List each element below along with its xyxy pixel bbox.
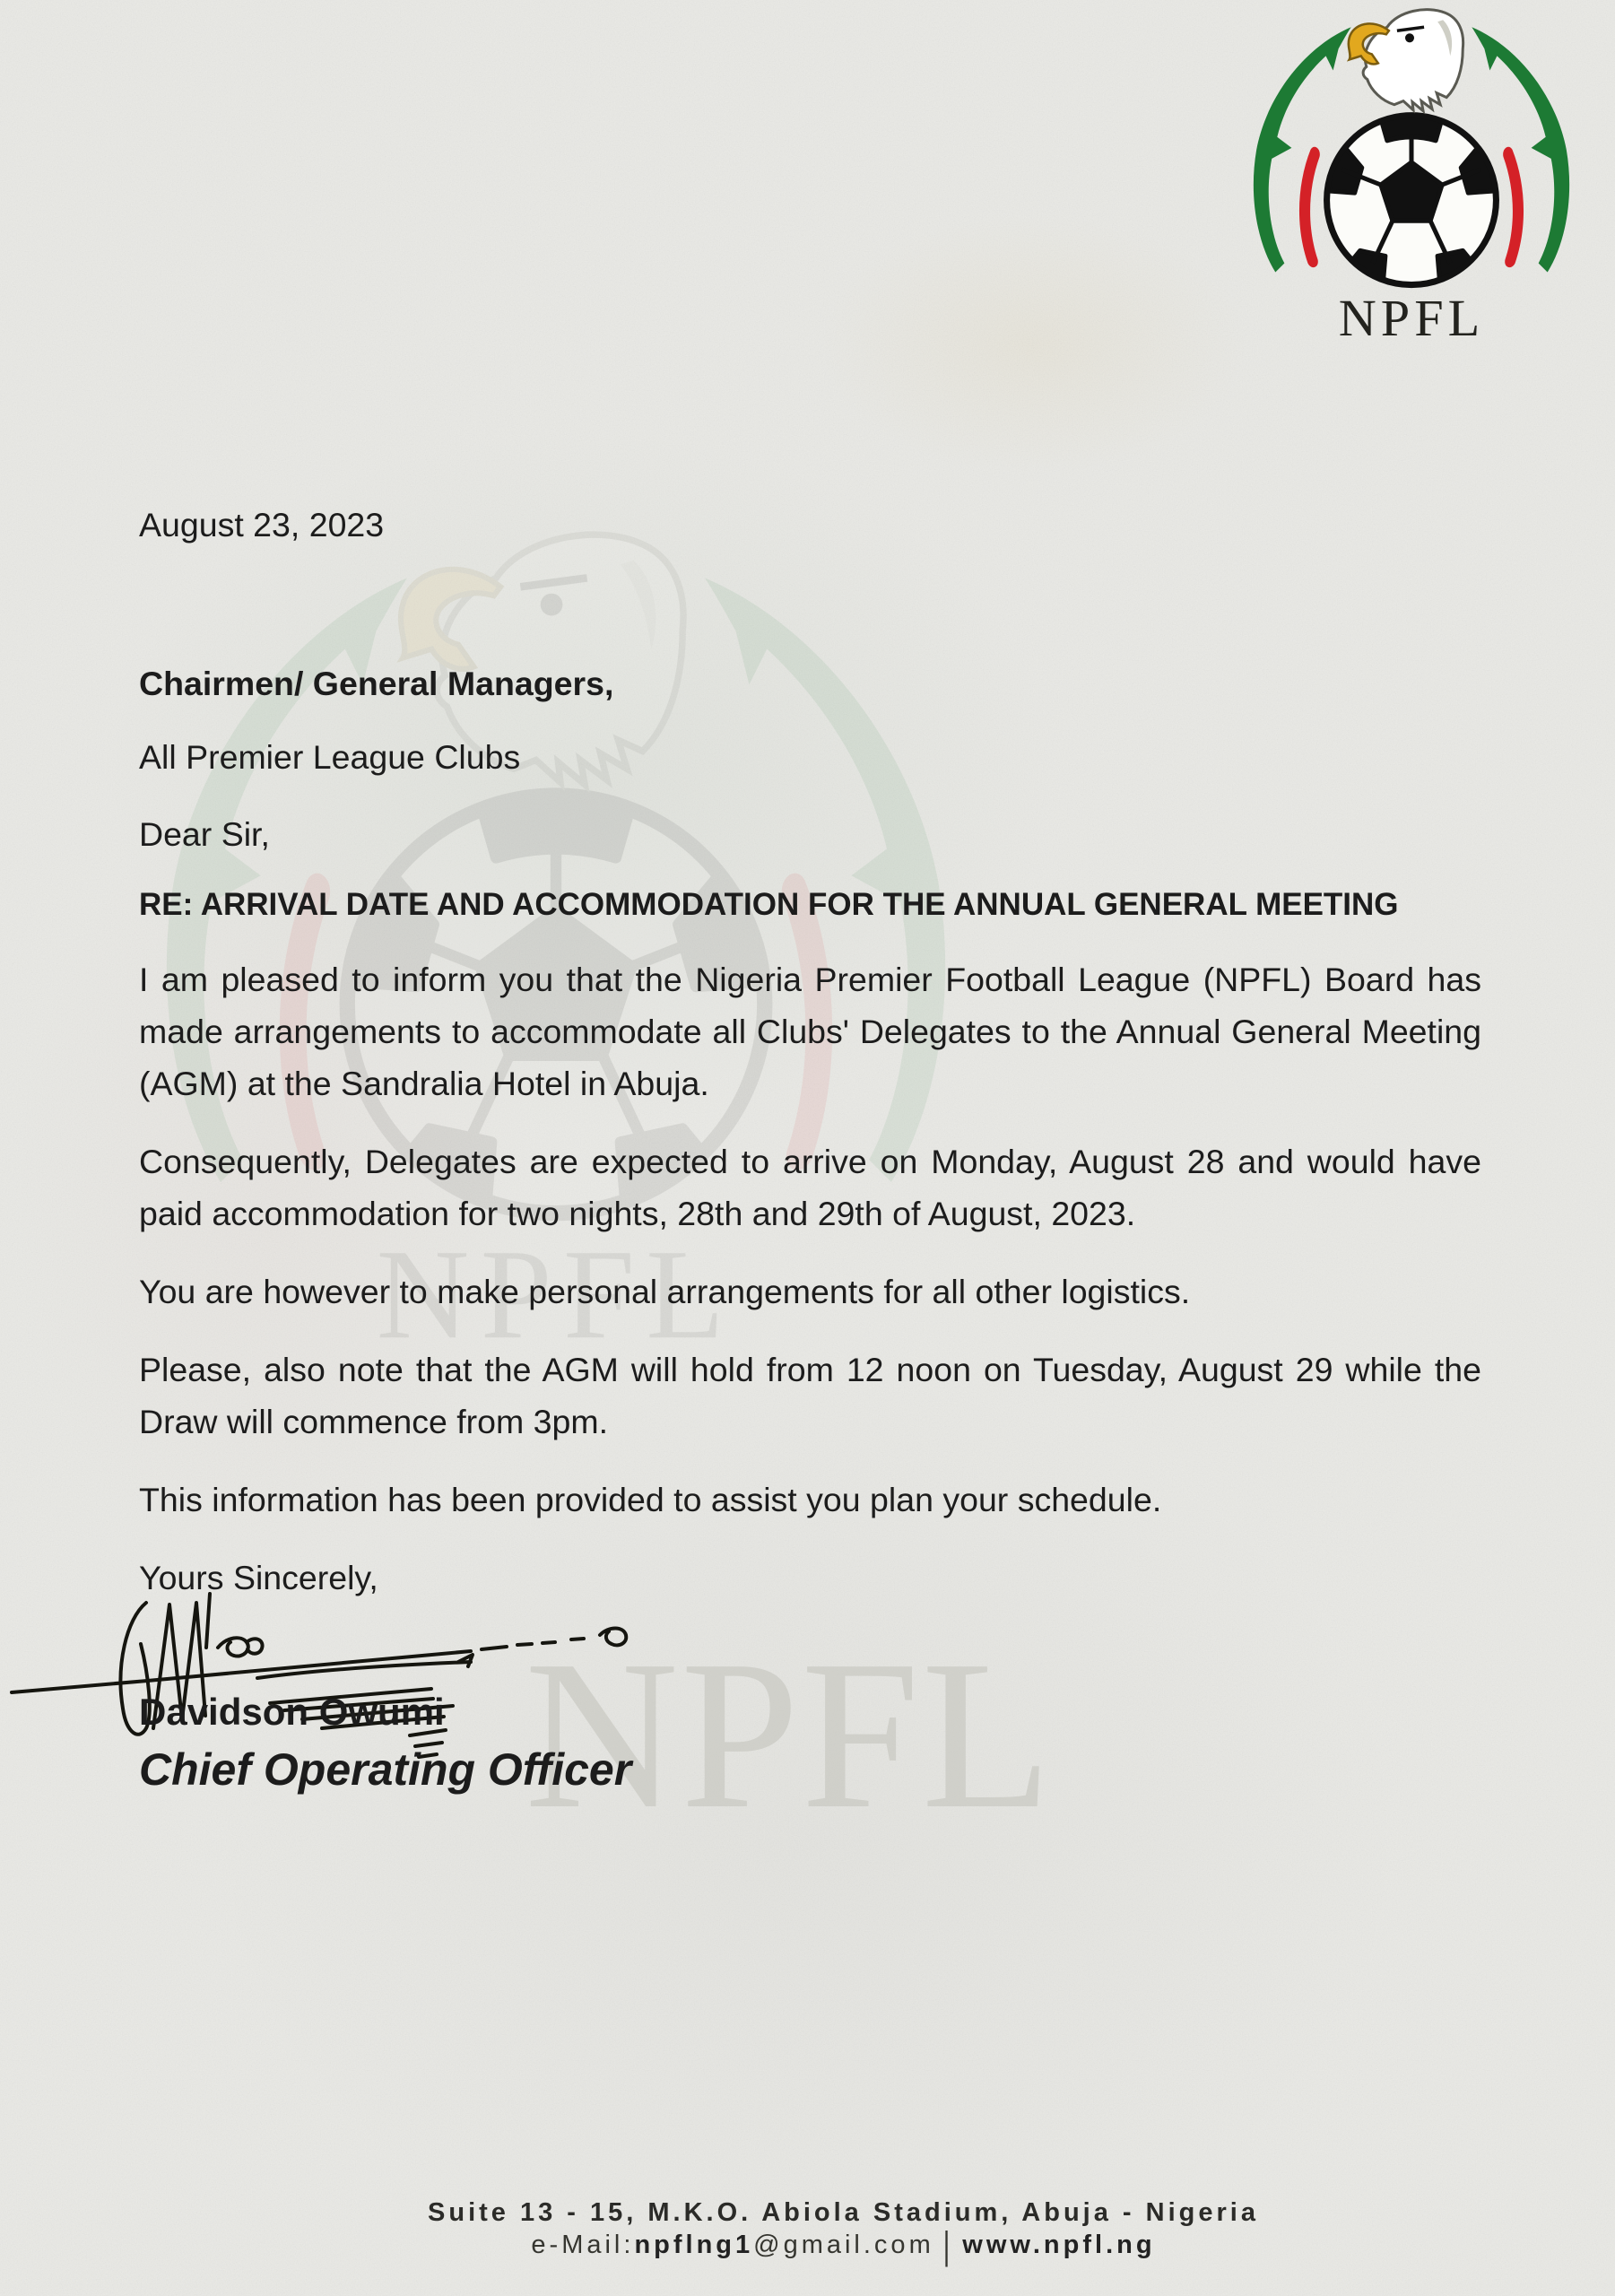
- paragraph-1: I am pleased to inform you that the Nigeria Premier Football League (NPFL) Board has made arrangements to accommodate all Clubs' Delegates to the Annual General Meeting (AGM) at the Sandralia Hotel in Abuja.: [139, 961, 1481, 1102]
- paragraph-5: This information has been provided to assist you plan your schedule.: [139, 1481, 1162, 1518]
- recipient-line-2: All Premier League Clubs: [139, 738, 521, 776]
- recipient-line-1: Chairmen/ General Managers,: [139, 665, 614, 702]
- letter-body: [139, 499, 1481, 1604]
- signer-title: Chief Operating Officer: [139, 1744, 632, 1795]
- footer-address: Suite 13 - 15, M.K.O. Abiola Stadium, Abuja - Nigeria: [428, 2198, 1259, 2227]
- paragraph-3: You are however to make personal arrangements for all other logistics.: [139, 1273, 1191, 1310]
- npfl-logo: [1218, 4, 1605, 346]
- subject-line: RE: ARRIVAL DATE AND ACCOMMODATION FOR THE ANNUAL GENERAL MEETING: [139, 887, 1399, 922]
- paragraph-4: Please, also note that the AGM will hold from 12 noon on Tuesday, August 29 while the Draw will commence from 3pm.: [139, 1351, 1481, 1440]
- footer-separator: |: [942, 2225, 954, 2268]
- watermark-text: NPFL: [525, 1617, 1054, 1853]
- footer-email-label: e-Mail:: [531, 2231, 635, 2259]
- closing: Yours Sincerely,: [139, 1559, 378, 1596]
- footer-email-user: npflng1: [634, 2231, 754, 2259]
- letter-footer: [72, 2197, 1615, 2268]
- salutation: Dear Sir,: [139, 815, 270, 853]
- footer-contacts: [72, 2225, 1615, 2268]
- letter-date: August 23, 2023: [139, 506, 385, 544]
- signer-name: Davidson Owumi: [139, 1691, 445, 1733]
- paragraph-2: Consequently, Delegates are expected to arrive on Monday, August 28 and would have paid accommodation for two nights, 28th and 29th of August, 2023.: [139, 1143, 1481, 1232]
- footer-email-domain: @gmail.com: [753, 2231, 934, 2259]
- footer-website: www.npfl.ng: [962, 2231, 1156, 2259]
